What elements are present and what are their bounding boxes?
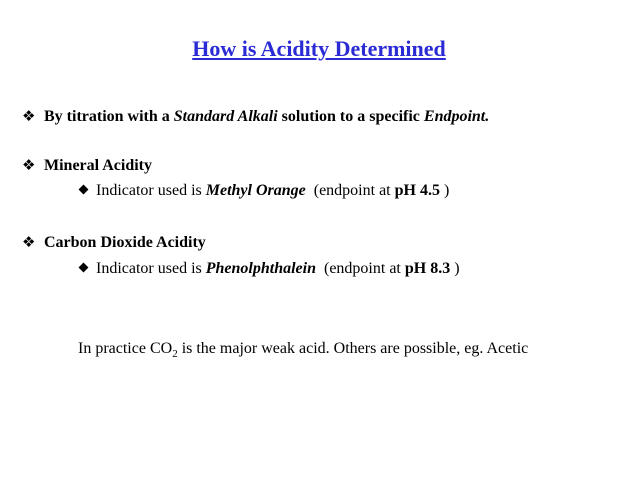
practice-note: In practice $CO_2$ is the major weak acid. Others are possible, eg. Acetic — [78, 340, 529, 361]
square-bullet-icon — [79, 184, 89, 194]
diamond-bullet-icon: ❖ — [22, 107, 36, 125]
sub-bullet-phenolphthalein: Indicator used is Phenolphthalein (endpoint at pH 8.3 ) — [80, 260, 460, 278]
bullet-titration: ❖ By titration with a Standard Alkali solution to a specific Endpoint. — [22, 107, 490, 125]
square-bullet-icon — [79, 262, 89, 272]
page-title: How is Acidity Determined — [192, 36, 446, 61]
bullet-co2-acidity: ❖ Carbon Dioxide Acidity — [22, 233, 206, 251]
sub-bullet-methyl-orange: Indicator used is Methyl Orange (endpoint at pH 4.5 ) — [80, 182, 449, 200]
diamond-bullet-icon: ❖ — [22, 233, 36, 251]
diamond-bullet-icon: ❖ — [22, 156, 36, 174]
bullet-mineral-acidity: ❖ Mineral Acidity — [22, 156, 152, 174]
